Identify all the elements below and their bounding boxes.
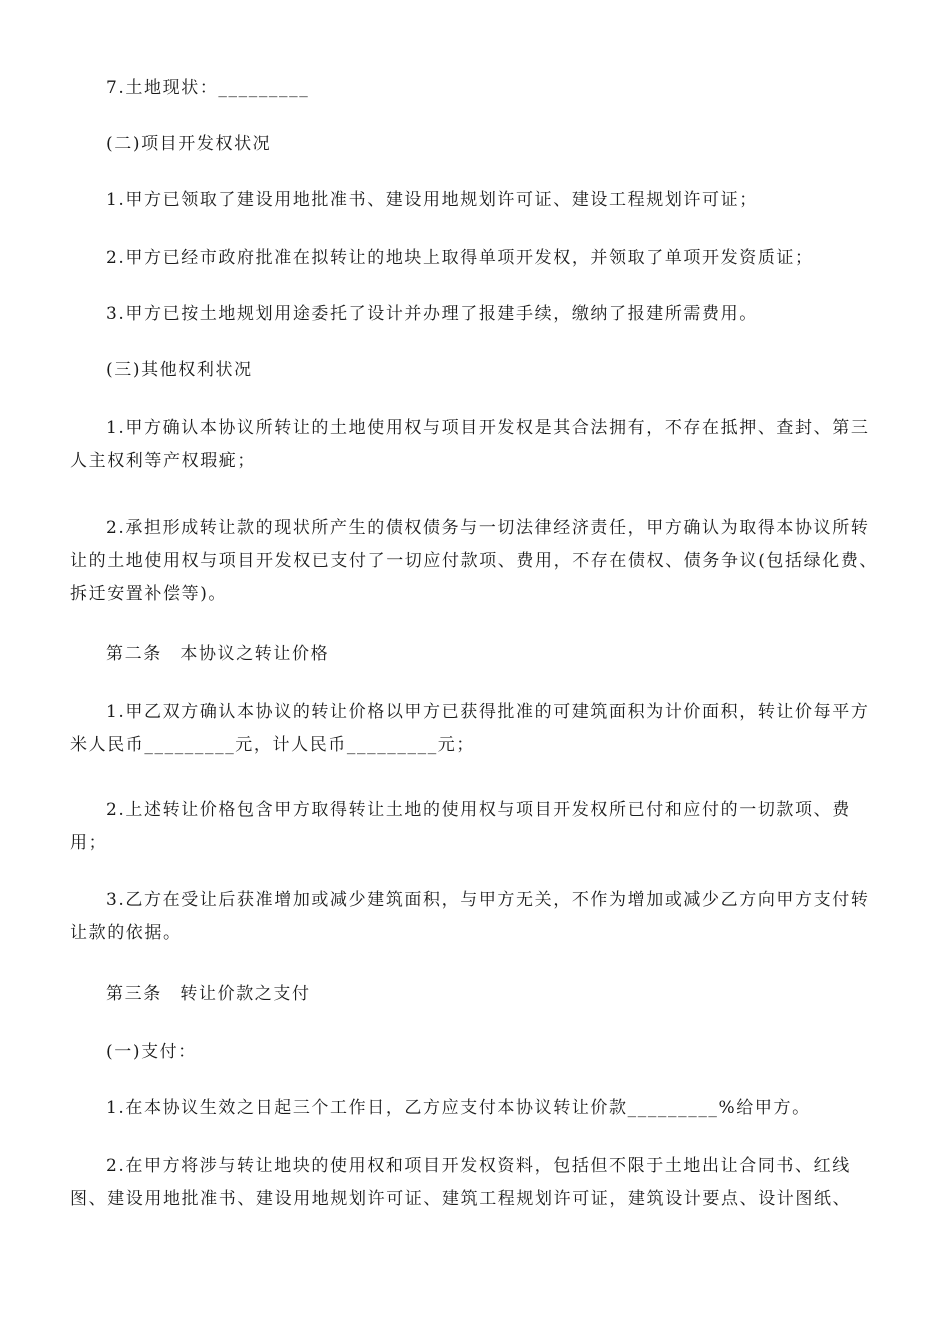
clause-single-development-right: 2.甲方已经市政府批准在拟转让的地块上取得单项开发权，并领取了单项开发资质证； bbox=[106, 248, 814, 268]
clause-debts-liabilities: 2.承担形成转让款的现状所产生的债权债务与一切法律经济责任，甲方确认为取得本协议所转让的土地使用权与项目开发权已支付了一切应付款项、费用，不存在债权、债务争议(包括绿化费、拆迁安置补偿等)。 bbox=[70, 518, 879, 604]
section-heading-other-rights: (三)其他权利状况 bbox=[106, 360, 253, 380]
clause-permits-obtained: 1.甲方已领取了建设用地批准书、建设用地规划许可证、建设工程规划许可证； bbox=[106, 190, 758, 210]
article-heading-payment: 第三条 转让价款之支付 bbox=[106, 984, 311, 1004]
clause-document-handover: 2.在甲方将涉与转让地块的使用权和项目开发权资料，包括但不限于土地出让合同书、红线图、建设用地批准书、建设用地规划许可证、建筑工程规划许可证，建筑设计要点、设计图纸、 bbox=[70, 1156, 852, 1209]
section-heading-payment: (一)支付： bbox=[106, 1042, 197, 1062]
section-heading-development-rights: (二)项目开发权状况 bbox=[106, 134, 272, 154]
clause-price-inclusions: 2.上述转让价格包含甲方取得转让土地的使用权与项目开发权所已付和应付的一切款项、费用； bbox=[70, 800, 851, 853]
article-heading-transfer-price: 第二条 本协议之转让价格 bbox=[106, 644, 330, 664]
clause-lawful-ownership: 1.甲方确认本协议所转让的土地使用权与项目开发权是其合法拥有，不存在抵押、查封、第三人主权利等产权瑕疵； bbox=[70, 418, 870, 471]
clause-land-status: 7.土地现状：_________ bbox=[106, 78, 310, 98]
clause-area-adjustment: 3.乙方在受让后获准增加或减少建筑面积，与甲方无关，不作为增加或减少乙方向甲方支付转让款的依据。 bbox=[70, 890, 870, 943]
clause-price-per-square-meter: 1.甲乙双方确认本协议的转让价格以甲方已获得批准的可建筑面积为计价面积，转让价每平方米人民币_________元，计人民币_________元； bbox=[70, 702, 870, 755]
clause-design-commissioned: 3.甲方已按土地规划用途委托了设计并办理了报建手续，缴纳了报建所需费用。 bbox=[106, 304, 758, 324]
clause-first-payment: 1.在本协议生效之日起三个工作日，乙方应支付本协议转让价款_________%给甲方。 bbox=[106, 1098, 811, 1118]
